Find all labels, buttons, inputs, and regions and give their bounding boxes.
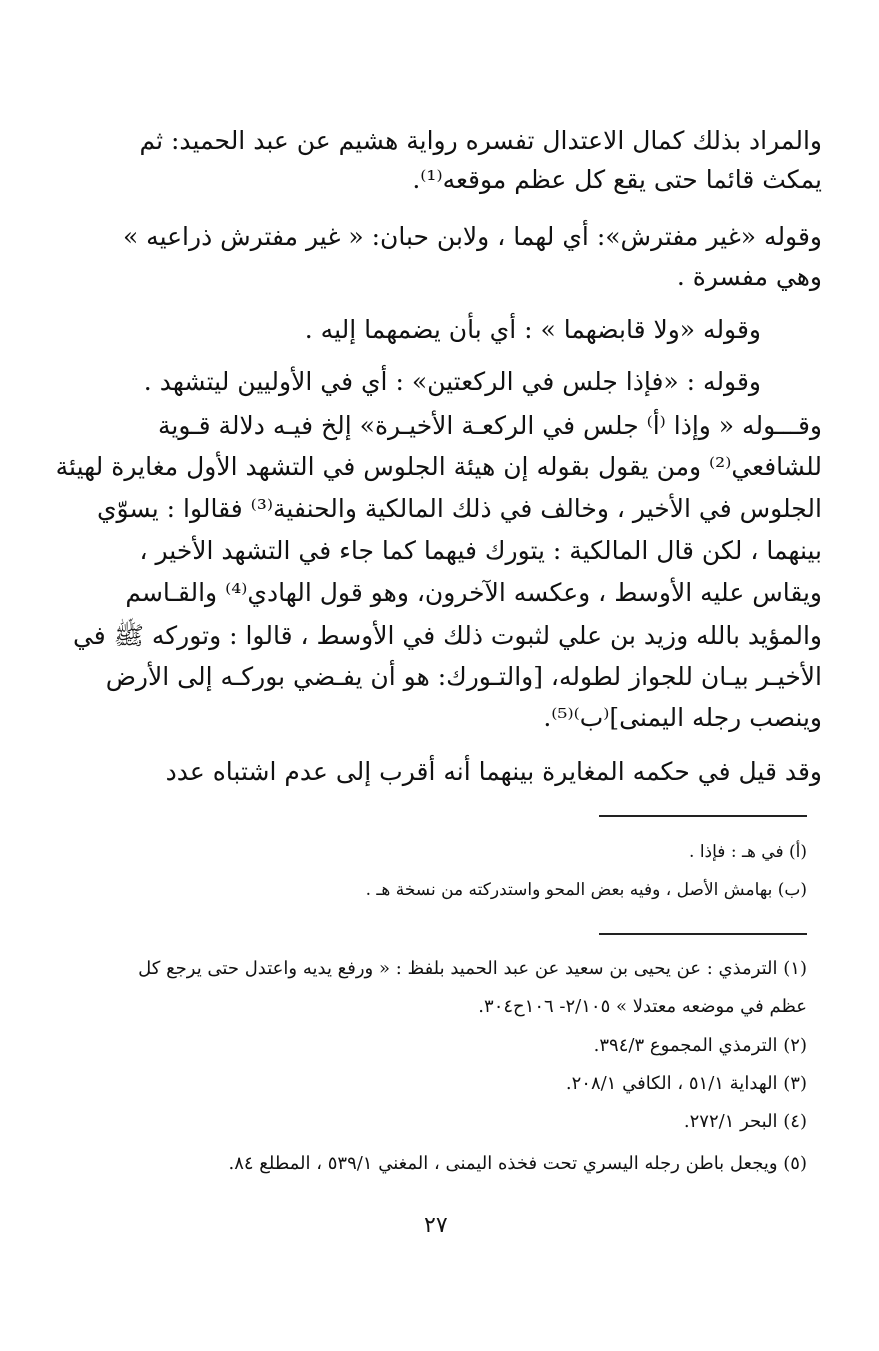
body-line-7: وقـــوله « وإذا ⁽أ⁾ جلس في الركعـة الأخيـرة» إلخ فيـه دلالة قـوية <box>157 411 822 440</box>
footnote-1: (١) الترمذي : عن يحيى بن سعيد عن عبد الحميد بلفظ : « ورفع يديه واعتدل حتى يرجع كل <box>138 958 807 979</box>
margin-note-a: (أ) في هـ : فإذا . <box>689 842 807 862</box>
footnote-1-continued: عظم في موضعه معتدلا » ٢/١٠٥- ١٠٦ح٣٠٤. <box>478 996 807 1017</box>
body-line-3: وقوله «غير مفترش»: أي لهما ، ولابن حبان: « غير مفترش ذراعيه » <box>122 222 822 251</box>
body-line-8: للشافعي⁽²⁾ ومن يقول بقوله إن هيئة الجلوس في التشهد الأول مغايرة لهيئة <box>55 452 822 481</box>
footnotes-separator <box>599 933 807 935</box>
body-line-14: وينصب رجله اليمنى]⁽ب⁾⁽⁵⁾. <box>543 703 822 732</box>
footnote-4: (٤) البحر ٢٧٢/١. <box>683 1111 807 1132</box>
body-line-9: الجلوس في الأخير ، وخالف في ذلك المالكية والحنفية⁽³⁾ فقالوا : يسوّي <box>96 494 822 523</box>
footnote-5: (٥) ويجعل باطن رجله اليسري تحت فخذه اليمنى ، المغني ٥٣٩/١ ، المطلع ٨٤. <box>228 1153 807 1174</box>
body-line-1: والمراد بذلك كمال الاعتدال تفسره رواية هشيم عن عبد الحميد: ثم <box>139 126 822 155</box>
body-line-5: وقوله «ولا قابضهما » : أي بأن يضمهما إليه . <box>304 315 761 344</box>
body-line-13: الأخيـر بيـان للجواز لطوله، [والتـورك: هو أن يفـضي بوركـه إلى الأرض <box>105 662 822 691</box>
margin-note-b: (ب) بهامش الأصل ، وفيه بعض المحو واستدركته من نسخة هـ . <box>365 880 807 900</box>
footnote-2: (٢) الترمذي المجموع ٣٩٤/٣. <box>593 1035 807 1056</box>
body-line-2: يمكث قائما حتى يقع كل عظم موقعه⁽¹⁾. <box>412 165 822 194</box>
body-line-12: والمؤيد بالله وزيد بن علي لثبوت ذلك في الأوسط ، قالوا : وتوركه ﷺ في <box>72 621 822 650</box>
body-line-11: ويقاس عليه الأوسط ، وعكسه الآخرون، وهو قول الهادي⁽⁴⁾ والقـاسم <box>125 578 822 607</box>
body-line-6: وقوله : «فإذا جلس في الركعتين» : أي في الأوليين ليتشهد . <box>143 367 761 396</box>
body-line-4: وهي مفسرة . <box>676 262 822 291</box>
footnote-3: (٣) الهداية ٥١/١ ، الكافي ٢٠٨/١. <box>565 1073 807 1094</box>
page-number: ٢٧ <box>424 1213 448 1238</box>
body-line-15: وقد قيل في حكمه المغايرة بينهما أنه أقرب إلى عدم اشتباه عدد <box>165 757 822 786</box>
body-line-10: بينهما ، لكن قال المالكية : يتورك فيهما كما جاء في التشهد الأخير ، <box>139 536 822 565</box>
notes-separator <box>599 815 807 817</box>
